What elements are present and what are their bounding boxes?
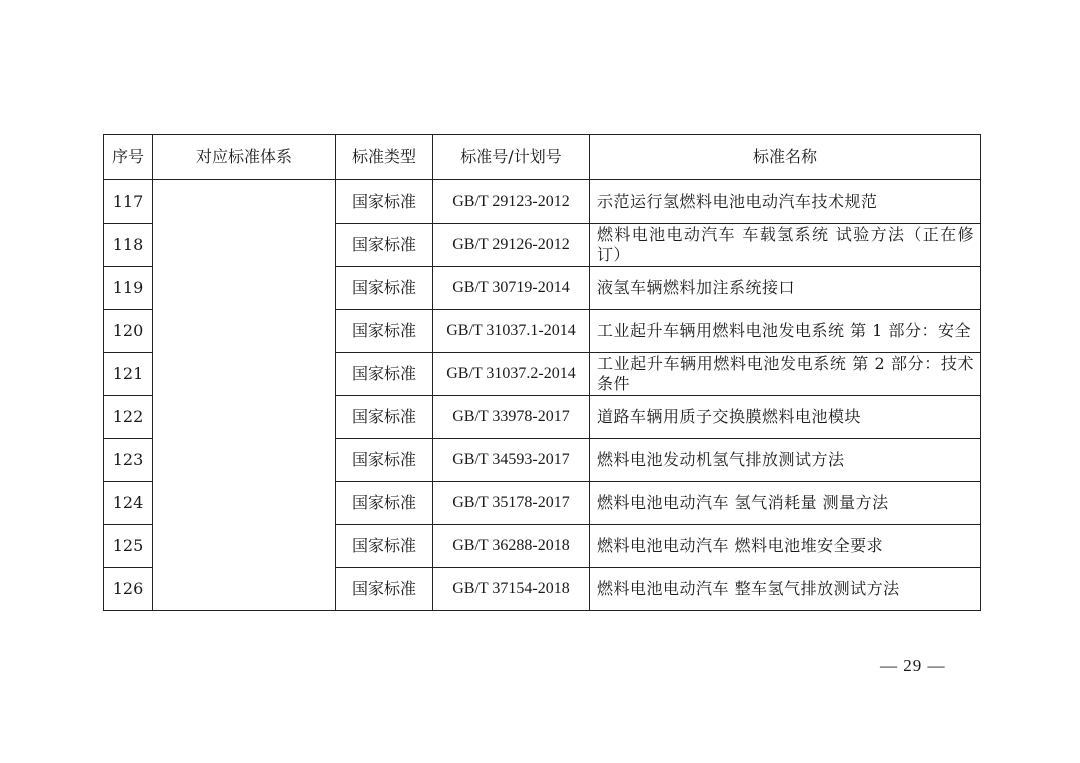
header-type: 标准类型 bbox=[336, 135, 433, 180]
table-row bbox=[104, 180, 981, 224]
row-seq: 122 bbox=[104, 396, 153, 439]
row-seq: 118 bbox=[104, 224, 153, 267]
table-header bbox=[104, 135, 981, 180]
header-number: 标准号/计划号 bbox=[433, 135, 590, 180]
row-number: GB/T 30719-2014 bbox=[433, 267, 590, 310]
row-number: GB/T 36288-2018 bbox=[433, 525, 590, 568]
row-seq: 123 bbox=[104, 439, 153, 482]
row-type: 国家标准 bbox=[336, 525, 433, 568]
standards-table bbox=[103, 134, 981, 611]
row-type: 国家标准 bbox=[336, 439, 433, 482]
table-body bbox=[104, 180, 981, 611]
row-name: 液氢车辆燃料加注系统接口 bbox=[590, 267, 981, 310]
row-type: 国家标准 bbox=[336, 482, 433, 525]
row-type: 国家标准 bbox=[336, 267, 433, 310]
header-row bbox=[104, 135, 981, 180]
row-name: 燃料电池电动汽车 氢气消耗量 测量方法 bbox=[590, 482, 981, 525]
row-seq: 117 bbox=[104, 180, 153, 224]
row-name: 燃料电池发动机氢气排放测试方法 bbox=[590, 439, 981, 482]
row-seq: 125 bbox=[104, 525, 153, 568]
row-name: 燃料电池电动汽车 燃料电池堆安全要求 bbox=[590, 525, 981, 568]
header-name: 标准名称 bbox=[590, 135, 981, 180]
row-number: GB/T 31037.2-2014 bbox=[433, 353, 590, 396]
system-cell bbox=[153, 180, 336, 611]
header-system: 对应标准体系 bbox=[153, 135, 336, 180]
row-seq: 120 bbox=[104, 310, 153, 353]
row-name: 燃料电池电动汽车 整车氢气排放测试方法 bbox=[590, 568, 981, 611]
row-seq: 126 bbox=[104, 568, 153, 611]
row-name: 工业起升车辆用燃料电池发电系统 第 1 部分：安全 bbox=[590, 310, 981, 353]
row-type: 国家标准 bbox=[336, 568, 433, 611]
row-number: GB/T 37154-2018 bbox=[433, 568, 590, 611]
row-seq: 124 bbox=[104, 482, 153, 525]
row-seq: 119 bbox=[104, 267, 153, 310]
row-name: 工业起升车辆用燃料电池发电系统 第 2 部分：技术条件 bbox=[590, 353, 981, 396]
row-name: 示范运行氢燃料电池电动汽车技术规范 bbox=[590, 180, 981, 224]
row-number: GB/T 31037.1-2014 bbox=[433, 310, 590, 353]
row-type: 国家标准 bbox=[336, 224, 433, 267]
row-number: GB/T 29126-2012 bbox=[433, 224, 590, 267]
row-name: 燃料电池电动汽车 车载氢系统 试验方法（正在修订） bbox=[590, 224, 981, 267]
row-type: 国家标准 bbox=[336, 353, 433, 396]
row-type: 国家标准 bbox=[336, 396, 433, 439]
page-number: — 29 — bbox=[880, 656, 946, 675]
row-name: 道路车辆用质子交换膜燃料电池模块 bbox=[590, 396, 981, 439]
row-number: GB/T 35178-2017 bbox=[433, 482, 590, 525]
row-type: 国家标准 bbox=[336, 180, 433, 224]
row-seq: 121 bbox=[104, 353, 153, 396]
row-number: GB/T 29123-2012 bbox=[433, 180, 590, 224]
header-seq: 序号 bbox=[104, 135, 153, 180]
row-type: 国家标准 bbox=[336, 310, 433, 353]
row-number: GB/T 34593-2017 bbox=[433, 439, 590, 482]
row-number: GB/T 33978-2017 bbox=[433, 396, 590, 439]
